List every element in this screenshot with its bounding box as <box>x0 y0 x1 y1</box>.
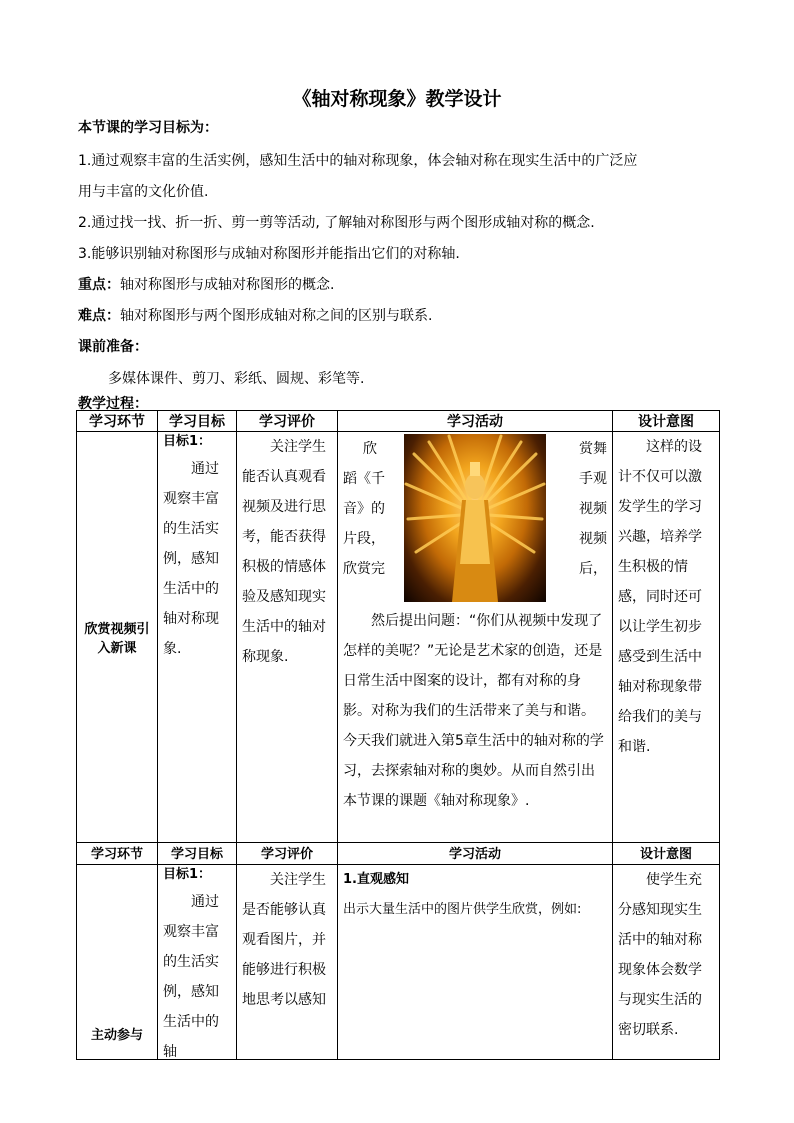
difficulty-text: 轴对称图形与两个图形成轴对称之间的区别与联系. <box>120 308 433 324</box>
table-header-row-repeat <box>77 843 720 865</box>
objective-2: 2.通过找一找、折一折、剪一剪等活动, 了解轴对称图形与两个图形成轴对称的概念. <box>78 215 595 231</box>
process-heading: 教学过程： <box>78 396 148 412</box>
objective-1-line-1: 1.通过观察丰富的生活实例，感知生活中的轴对称现象，体会轴对称在现实生活中的广泛应 <box>78 153 638 169</box>
intent-text: 使学生充分感知现实生活中的轴对称现象体会数学与现实生活的密切联系. <box>618 872 702 1038</box>
goal-text: 通过观察丰富的生活实例，感知生活中的轴 <box>163 894 219 1060</box>
activity-title: 1.直观感知 <box>343 872 409 887</box>
evaluation-cell <box>237 432 338 843</box>
thousand-hand-dance-photo <box>404 434 546 602</box>
goal-cell <box>158 432 237 843</box>
goal-text: 通过观察丰富的生活实例，感知生活中的轴对称现象. <box>163 461 219 657</box>
stage-cell: 欣赏视频引入新课 <box>77 432 158 843</box>
table-row <box>77 865 720 1060</box>
objectives-heading: 本节课的学习目标为： <box>78 120 218 136</box>
activity-cell <box>338 432 613 843</box>
table-header-row <box>77 411 720 432</box>
key-point-label: 重点： <box>78 277 120 293</box>
intent-cell <box>613 865 720 1060</box>
intent-text: 这样的设计不仅可以激发学生的学习兴趣，培养学生积极的情感，同时还可以让学生初步感受到生活中轴对称现象带给我们的美与和谐. <box>618 439 702 755</box>
goal-label: 目标1： <box>163 867 212 882</box>
difficulty-label: 难点： <box>78 308 120 324</box>
header-stage: 学习环节 <box>77 411 158 432</box>
evaluation-cell <box>237 865 338 1060</box>
header-activity: 学习活动 <box>338 843 613 865</box>
key-point-text: 轴对称图形与成轴对称图形的概念. <box>120 277 335 293</box>
key-point <box>78 274 334 294</box>
header-activity: 学习活动 <box>338 411 613 432</box>
intent-cell <box>613 432 720 843</box>
stage-cell: 主动参与 <box>77 865 158 1060</box>
objective-3: 3.能够识别轴对称图形与成轴对称图形并能指出它们的对称轴. <box>78 246 460 262</box>
activity-cell <box>338 865 613 1060</box>
header-intent: 设计意图 <box>613 843 720 865</box>
header-goal: 学习目标 <box>158 411 237 432</box>
activity-text: 出示大量生活中的图片供学生欣赏，例如: <box>343 902 582 917</box>
activity-left-column: 欣 蹈《千 音》的 片段， 欣赏完 <box>343 441 385 577</box>
difficulty-point <box>78 305 432 325</box>
header-evaluation: 学习评价 <box>237 843 338 865</box>
header-evaluation: 学习评价 <box>237 411 338 432</box>
dancer-illustration <box>404 434 546 602</box>
objective-1-line-2: 用与丰富的文化价值. <box>78 184 209 200</box>
activity-text: 然后提出问题：“你们从视频中发现了怎样的美呢？”无论是艺术家的创造，还是日常生活中图案的设计，都有对称的身影。对称为我们的生活带来了美与和谐。今天我们就进入第5章生活中的轴对称的学习，去探索轴对称的奥妙。从而自然引出本节课的课题《轴对称现象》. <box>343 613 604 809</box>
header-goal: 学习目标 <box>158 843 237 865</box>
goal-label: 目标1： <box>163 434 212 449</box>
teaching-process-table <box>76 410 720 1060</box>
preparation-heading: 课前准备： <box>78 339 148 355</box>
goal-cell <box>158 865 237 1060</box>
header-stage: 学习环节 <box>77 843 158 865</box>
preparation-text: 多媒体课件、剪刀、彩纸、圆规、彩笔等. <box>108 371 365 387</box>
activity-right-column: 赏舞 手观 视频 视频 后， <box>579 441 607 577</box>
table-row <box>77 432 720 843</box>
header-intent: 设计意图 <box>613 411 720 432</box>
evaluation-text: 关注学生是否能够认真观看图片，并能够进行积极地思考以感知 <box>242 872 326 1008</box>
evaluation-text: 关注学生能否认真观看视频及进行思考，能否获得积极的情感体验及感知现实生活中的轴对称现象. <box>242 439 326 665</box>
document-title: 《轴对称现象》教学设计 <box>292 88 502 110</box>
